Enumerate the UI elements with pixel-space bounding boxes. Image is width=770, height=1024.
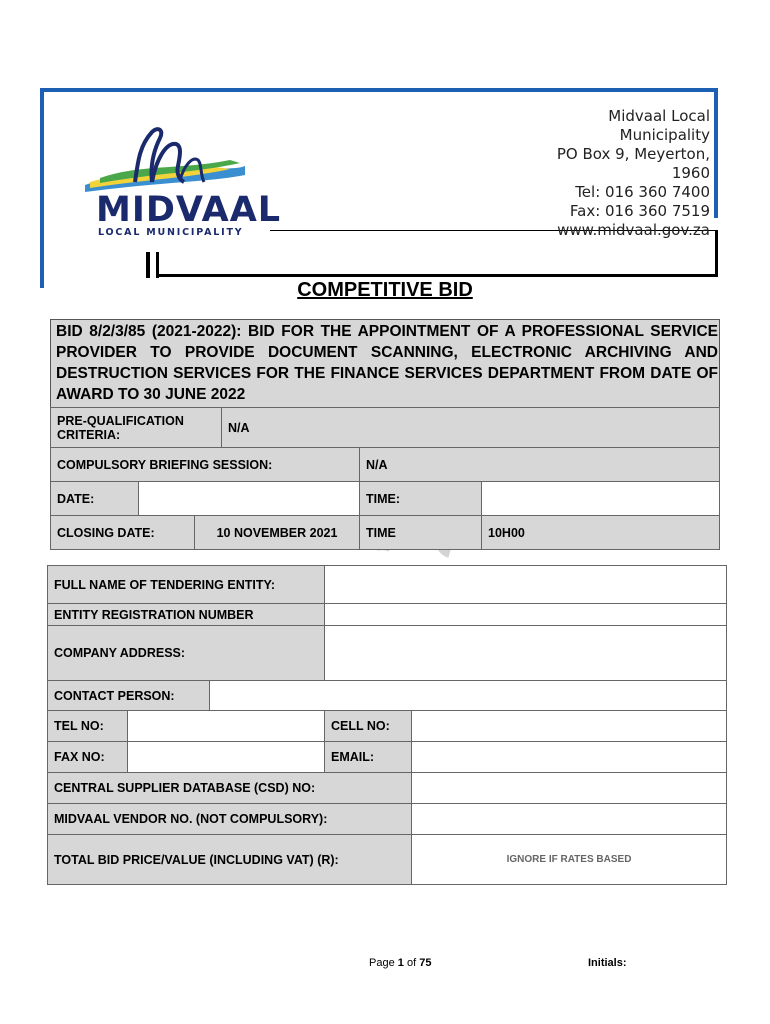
- closing-time-value: 10H00: [482, 516, 720, 550]
- date-value-field[interactable]: [139, 482, 360, 516]
- vendor-no-field[interactable]: [412, 804, 727, 835]
- time-label: TIME:: [360, 482, 482, 516]
- header-bottom-line: [156, 274, 718, 277]
- email-label: EMAIL:: [325, 742, 412, 773]
- page-current: 1: [397, 957, 404, 969]
- closing-date-label: CLOSING DATE:: [51, 516, 195, 550]
- document-title: COMPETITIVE BID: [297, 279, 473, 301]
- municipality-address: [520, 107, 710, 240]
- full-name-label: FULL NAME OF TENDERING ENTITY:: [48, 566, 325, 604]
- tenderer-table: [47, 565, 727, 885]
- header-frame-left: [40, 88, 44, 288]
- closing-date-value: 10 NOVEMBER 2021: [195, 516, 360, 550]
- page-number: [369, 957, 431, 969]
- page-of: of: [406, 957, 417, 969]
- company-address-field[interactable]: [325, 626, 727, 681]
- address-line: Midvaal Local Municipality: [608, 107, 710, 144]
- registration-field[interactable]: [325, 604, 727, 626]
- total-price-field[interactable]: IGNORE IF RATES BASED: [412, 835, 727, 885]
- total-price-label: TOTAL BID PRICE/VALUE (INCLUDING VAT) (R):: [48, 835, 412, 885]
- fax-field[interactable]: [128, 742, 325, 773]
- header-accent-bar: [146, 252, 150, 278]
- csd-label: CENTRAL SUPPLIER DATABASE (CSD) NO:: [48, 773, 412, 804]
- contact-person-label: CONTACT PERSON:: [48, 681, 210, 711]
- header-frame-right: [714, 88, 718, 218]
- page-prefix: Page: [369, 957, 395, 969]
- csd-field[interactable]: [412, 773, 727, 804]
- contact-person-field[interactable]: [210, 681, 727, 711]
- bid-info-table: [50, 407, 720, 550]
- header-frame-top: [40, 88, 718, 92]
- vendor-no-label: MIDVAAL VENDOR NO. (NOT COMPULSORY):: [48, 804, 412, 835]
- logo-wordmark: MIDVAAL: [96, 190, 282, 230]
- address-line: PO Box 9, Meyerton, 1960: [556, 145, 710, 182]
- prequal-value: N/A: [222, 408, 720, 448]
- fax-label: FAX NO:: [48, 742, 128, 773]
- page-total: 75: [419, 957, 432, 969]
- tel-field[interactable]: [128, 711, 325, 742]
- registration-label: ENTITY REGISTRATION NUMBER: [48, 604, 325, 626]
- closing-time-label: TIME: [360, 516, 482, 550]
- briefing-value: N/A: [360, 448, 720, 482]
- date-label: DATE:: [51, 482, 139, 516]
- tel-label: TEL NO:: [48, 711, 128, 742]
- prequal-label: PRE-QUALIFICATION CRITERIA:: [51, 408, 222, 448]
- cell-label: CELL NO:: [325, 711, 412, 742]
- midvaal-logo-icon: [80, 120, 250, 200]
- email-field[interactable]: [412, 742, 727, 773]
- header-right-line: [715, 230, 718, 277]
- briefing-label: COMPULSORY BRIEFING SESSION:: [51, 448, 360, 482]
- full-name-field[interactable]: [325, 566, 727, 604]
- bid-description: BID 8/2/3/85 (2021-2022): BID FOR THE APPOINTMENT OF A PROFESSIONAL SERVICE PROVIDER TO PROVIDE DOCUMENT SCANNING, ELECTRONIC ARCHIVING AND DESTRUCTION SERVICES FOR THE FINANCE SERVICES DEPARTMENT FROM DATE OF AWARD TO 30 JUNE 2022: [56, 323, 718, 403]
- logo-subtitle: LOCAL MUNICIPALITY: [98, 227, 244, 238]
- address-line: Fax: 016 360 7519: [569, 202, 710, 220]
- initials-label: Initials:: [588, 957, 627, 969]
- time-value-field[interactable]: [482, 482, 720, 516]
- company-address-label: COMPANY ADDRESS:: [48, 626, 325, 681]
- address-line: Tel: 016 360 7400: [575, 183, 710, 201]
- address-line: www.midvaal.gov.za: [557, 221, 710, 239]
- cell-field[interactable]: [412, 711, 727, 742]
